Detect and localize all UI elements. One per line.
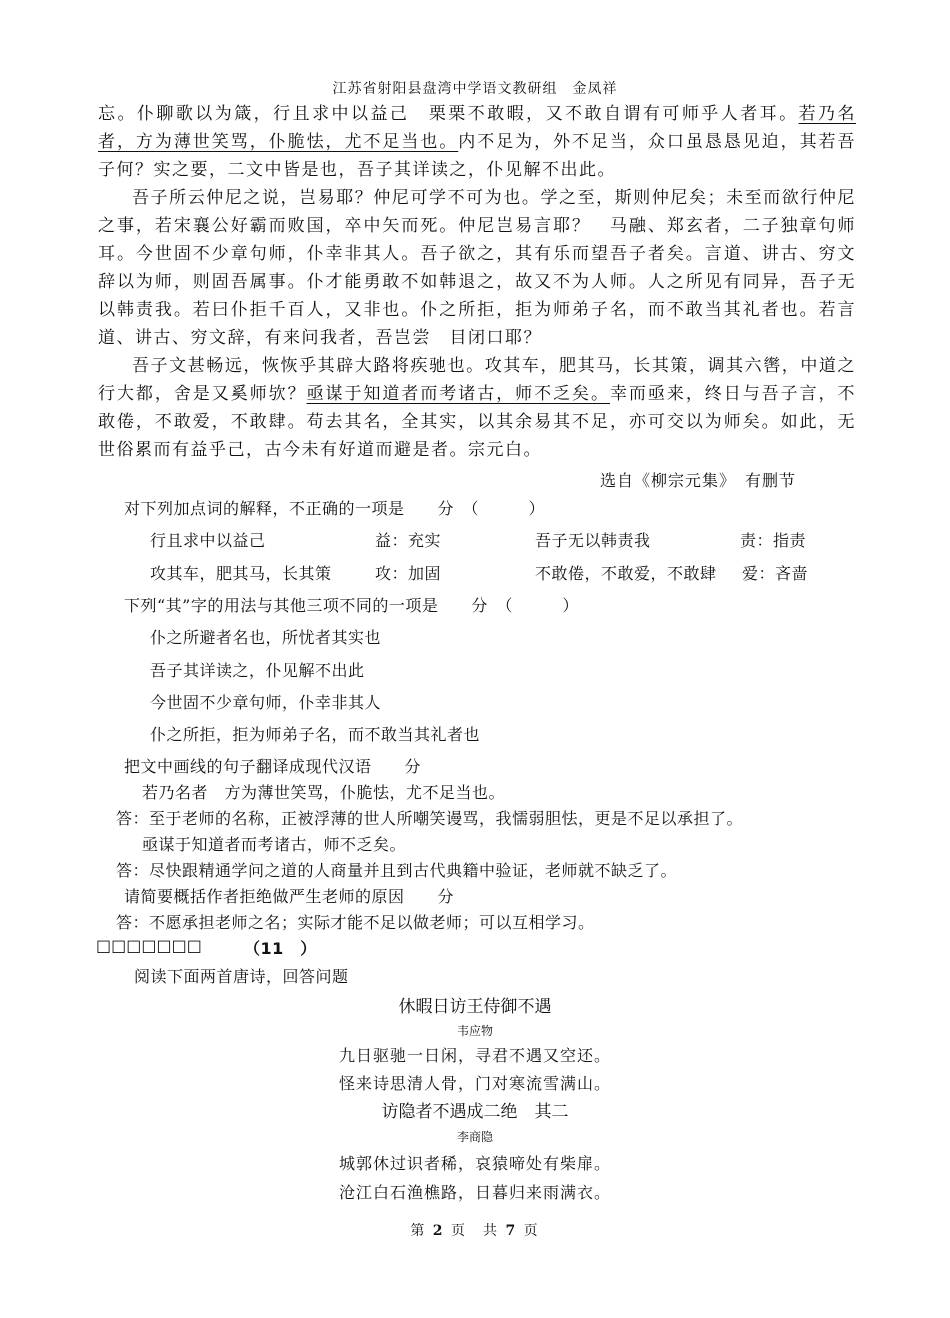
question-4-stem: 请简要概括作者拒绝做严生老师的原因 分	[124, 887, 455, 906]
footer-mid: 页 共	[451, 1223, 499, 1239]
page-number: 2	[432, 1223, 445, 1239]
question-1-stem: 对下列加点词的解释，不正确的一项是 分 （ ）	[124, 499, 546, 518]
underlined-sentence-1: 若乃名者，方为薄世笑骂，仆脆怯，尤不足当也。	[98, 104, 856, 152]
poem-2-line-2: 沧江白石渔樵路，日暮归来雨满衣。	[338, 1183, 611, 1202]
poem-1-line-1: 九日驱驰一日闲，寻君不遇又空还。	[338, 1046, 611, 1065]
passage-text: 内不足为，外不足当，众口虽恳恳见迫，其若吾子何？实之要，二文中皆是也，吾子其详读之，仆见解不出此。	[98, 132, 857, 180]
passage-text: 幸而亟来，终日与吾子言，不敢倦，不敢爱，不敢肆。苟去其名，全其实，以其余易其不足，亦可交以为师矣。如此，无世俗累而有益乎己，古今未有好道而避是者。宗元白。	[98, 384, 857, 460]
q2-option-c: 今世固不少章句师，仆幸非其人	[150, 693, 382, 712]
section-score: （11 ）	[244, 939, 317, 958]
q1-option-d: 不敢倦，不敢爱，不敢肆	[535, 564, 717, 583]
source-note: 选自《柳宗元集》 有删节	[600, 471, 797, 490]
question-3-stem: 把文中画线的句子翻译成现代汉语 分	[124, 757, 422, 776]
poem-2-title: 访隐者不遇成二绝 其二	[381, 1102, 569, 1122]
q4-answer: 答：不愿承担老师之名；实际才能不足以做老师；可以互相学习。	[116, 913, 595, 932]
poem-1-line-2: 怪来诗思清人骨，门对寒流雪满山。	[338, 1074, 611, 1093]
q2-option-a: 仆之所避者名也，所忧者其实也	[150, 628, 382, 647]
poem-1-author: 韦应物	[456, 1024, 493, 1038]
page-footer	[0, 1220, 950, 1240]
q3-answer-2: 答：尽快跟精通学问之道的人商量并且到古代典籍中验证，老师就不缺乏了。	[116, 861, 678, 880]
passage-text: 忘。仆聊歌以为箴，行且求中以益己 栗栗不敢暇，又不敢自谓有可师乎人者耳。	[98, 104, 799, 124]
poem-2-author: 李商隐	[456, 1130, 493, 1144]
q3-answer-1: 答：至于老师的名称，正被浮薄的世人所嘲笑谩骂，我懦弱胆怯，更是不足以承担了。	[116, 809, 744, 828]
section-intro: 阅读下面两首唐诗，回答问题	[134, 967, 349, 986]
q2-option-d: 仆之所拒，拒为师弟子名，而不敢当其礼者也	[150, 725, 481, 744]
q1-option-b: 吾子无以韩责我	[535, 531, 651, 550]
passage-paragraph-3	[98, 352, 856, 464]
q1-option-a-gloss: 益：充实	[375, 531, 442, 550]
q3-sentence-1: 若乃名者 方为薄世笑骂，仆脆怯，尤不足当也。	[142, 783, 506, 802]
section-heading: □□□□□□□	[96, 936, 202, 955]
q1-option-a: 行且求中以益己	[150, 531, 266, 550]
question-2-stem: 下列“其”字的用法与其他三项不同的一项是 分 （ ）	[124, 596, 579, 615]
poem-1-title: 休暇日访王侍御不遇	[398, 997, 552, 1017]
poem-2-line-1: 城郭休过识者稀，哀猿啼处有柴扉。	[338, 1154, 611, 1173]
q1-option-d-gloss: 爱：吝啬	[742, 564, 809, 583]
total-pages: 7	[505, 1223, 518, 1239]
q2-option-b: 吾子其详读之，仆见解不出此	[150, 661, 365, 680]
q1-option-c: 攻其车，肥其马，长其策	[150, 564, 332, 583]
footer-prefix: 第	[410, 1223, 427, 1239]
q1-option-b-gloss: 责：指责	[740, 531, 807, 550]
passage-paragraph-2: 吾子所云仲尼之说，岂易耶？仲尼可学不可为也。学之至，斯则仲尼矣；未至而欲行仲尼之事，若宋襄公好霸而败国，卒中矢而死。仲尼岂易言耶？ 马融、郑玄者，二子独章句师耳。今世固不少章句师，仆幸非其人。吾子欲之，其有乐而望吾子者矣。言道、讲古、穷文辞以为师，则固吾属事。仆才能勇敢不如韩退之，故又不为人师。人之所见有同异，吾子无以韩责我。若曰仆拒千百人，又非也。仆之所拒，拒为师弟子名，而不敢当其礼者也。若言道、讲古、穷文辞，有来问我者，吾岂尝 目闭口耶？	[98, 188, 856, 348]
footer-suffix: 页	[523, 1223, 540, 1239]
page-header: 江苏省射阳县盘湾中学语文教研组 金凤祥	[332, 81, 618, 97]
q1-option-c-gloss: 攻：加固	[375, 564, 442, 583]
underlined-sentence-2: 亟谋于知道者而考诸古，师不乏矣。	[306, 384, 610, 404]
q3-sentence-2: 亟谋于知道者而考诸古，师不乏矣。	[142, 835, 407, 854]
passage-text: 吾子文甚畅远，恢恢乎其辟大路将疾驰也。攻其车，肥其马，长其策，调其六辔，中道之行大都，舍是又奚师欤？	[98, 356, 856, 404]
passage-paragraph-1	[98, 100, 856, 184]
